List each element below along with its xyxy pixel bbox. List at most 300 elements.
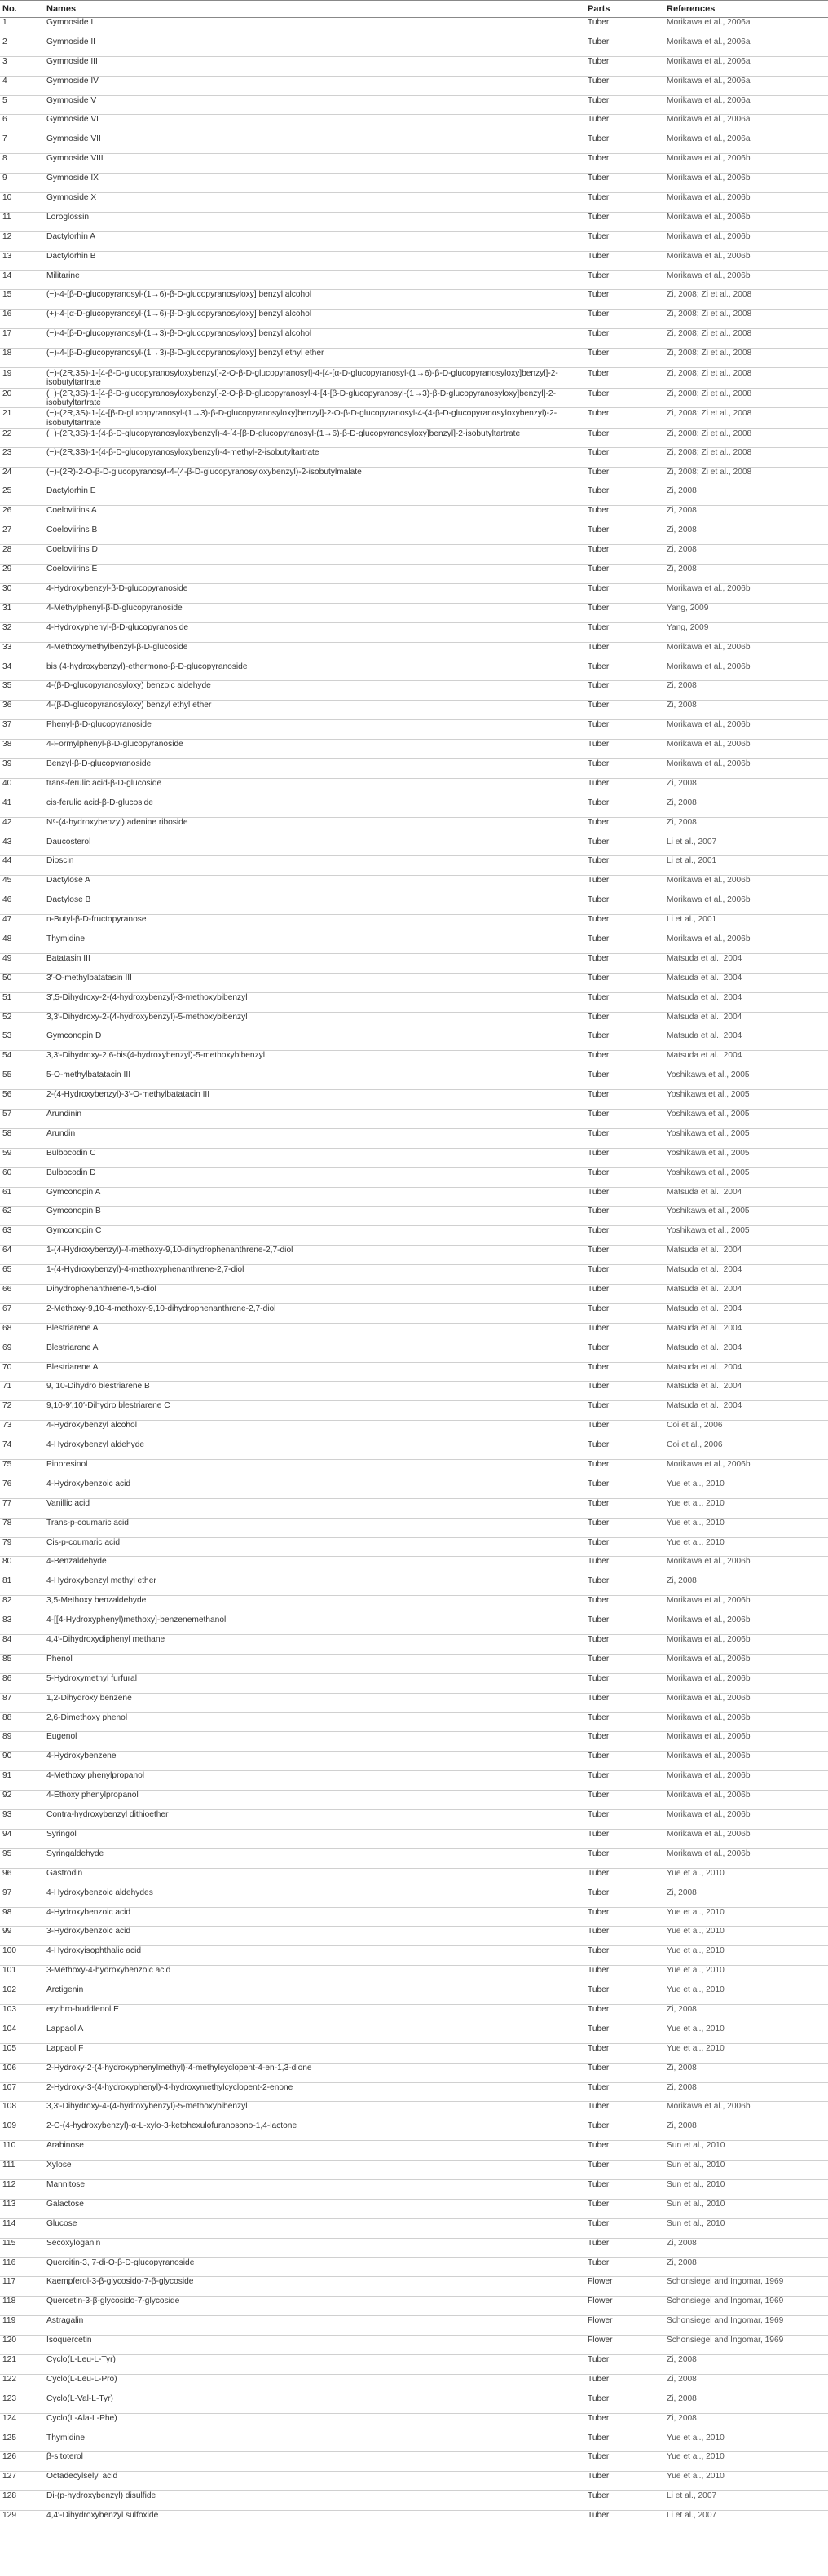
cell-no: 77	[0, 1498, 44, 1518]
cell-reference: Yue et al., 2010	[664, 1927, 828, 1946]
cell-no: 117	[0, 2277, 44, 2297]
cell-part: Tuber	[585, 2218, 664, 2238]
cell-part: Tuber	[585, 1303, 664, 1323]
table-row	[0, 2161, 828, 2180]
cell-name: Blestriarene A	[44, 1343, 585, 1362]
cell-reference: Zi, 2008	[664, 525, 828, 545]
table-row	[0, 2218, 828, 2238]
cell-no: 46	[0, 895, 44, 915]
cell-no: 1	[0, 18, 44, 37]
cell-name: (−)-(2R,3S)-1-(4-β-D-glucopyranosyloxybenzyl)-4-[4-[β-D-glucopyranosyl-(1→6)-β-D-glucopyranosyloxy]benzyl]-2-isobutyltartrate	[44, 428, 585, 447]
cell-part: Tuber	[585, 1848, 664, 1868]
table-row	[0, 622, 828, 642]
cell-name: 3,5-Methoxy benzaldehyde	[44, 1596, 585, 1615]
cell-name: (−)-4-[β-D-glucopyranosyl-(1→6)-β-D-glucopyranosyloxy] benzyl alcohol	[44, 290, 585, 310]
cell-no: 4	[0, 76, 44, 95]
table-row	[0, 2082, 828, 2102]
cell-reference: Morikawa et al., 2006b	[664, 895, 828, 915]
cell-no: 89	[0, 1732, 44, 1752]
cell-name: 2,6-Dimethoxy phenol	[44, 1712, 585, 1732]
cell-name: Gymnoside III	[44, 56, 585, 76]
cell-name: Kaempferol-3-β-glycosido-7-β-glycoside	[44, 2277, 585, 2297]
cell-reference: Zi, 2008	[664, 2121, 828, 2141]
cell-no: 104	[0, 2024, 44, 2043]
cell-no: 27	[0, 525, 44, 545]
cell-part: Tuber	[585, 270, 664, 290]
cell-reference: Morikawa et al., 2006b	[664, 1635, 828, 1655]
cell-name: 4-Methoxymethylbenzyl-β-D-glucoside	[44, 642, 585, 662]
cell-no: 114	[0, 2218, 44, 2238]
cell-no: 33	[0, 642, 44, 662]
cell-reference: Li et al., 2001	[664, 856, 828, 876]
cell-no: 105	[0, 2043, 44, 2063]
cell-part: Tuber	[585, 1868, 664, 1888]
cell-name: Coeloviirins D	[44, 545, 585, 565]
cell-part: Tuber	[585, 2102, 664, 2121]
cell-name: 3′-O-methylbatatasin III	[44, 973, 585, 992]
cell-part: Tuber	[585, 329, 664, 349]
table-row	[0, 174, 828, 193]
cell-no: 108	[0, 2102, 44, 2121]
cell-part: Tuber	[585, 915, 664, 934]
cell-reference: Yue et al., 2010	[664, 2433, 828, 2452]
cell-part: Tuber	[585, 2452, 664, 2472]
table-row	[0, 525, 828, 545]
cell-no: 93	[0, 1810, 44, 1830]
cell-reference: Yoshikawa et al., 2005	[664, 1128, 828, 1148]
cell-reference: Matsuda et al., 2004	[664, 1285, 828, 1304]
cell-name: Trans-p-coumaric acid	[44, 1518, 585, 1537]
cell-reference: Zi, 2008; Zi et al., 2008	[664, 310, 828, 329]
table-row	[0, 349, 828, 368]
cell-no: 26	[0, 506, 44, 525]
cell-no: 25	[0, 486, 44, 506]
cell-no: 14	[0, 270, 44, 290]
table-row	[0, 934, 828, 953]
cell-reference: Morikawa et al., 2006a	[664, 95, 828, 115]
cell-part: Tuber	[585, 1148, 664, 1167]
cell-no: 58	[0, 1128, 44, 1148]
cell-no: 48	[0, 934, 44, 953]
cell-name: 4-Hydroxybenzoic acid	[44, 1907, 585, 1927]
cell-part: Tuber	[585, 934, 664, 953]
cell-name: Coeloviirins E	[44, 565, 585, 584]
cell-name: trans-ferulic acid-β-D-glucoside	[44, 778, 585, 798]
cell-name: 4-Benzaldehyde	[44, 1557, 585, 1576]
cell-part: Tuber	[585, 1654, 664, 1673]
cell-no: 99	[0, 1927, 44, 1946]
cell-reference: Morikawa et al., 2006a	[664, 134, 828, 154]
cell-reference: Zi, 2008; Zi et al., 2008	[664, 467, 828, 486]
cell-no: 53	[0, 1031, 44, 1051]
cell-reference: Zi, 2008	[664, 545, 828, 565]
cell-name: 3-Hydroxybenzoic acid	[44, 1927, 585, 1946]
cell-no: 124	[0, 2413, 44, 2433]
table-row	[0, 2354, 828, 2374]
table-row	[0, 2238, 828, 2257]
cell-reference: Yue et al., 2010	[664, 2452, 828, 2472]
table-row	[0, 1848, 828, 1868]
table-row	[0, 2179, 828, 2199]
cell-part: Tuber	[585, 1927, 664, 1946]
cell-reference: Morikawa et al., 2006b	[664, 251, 828, 270]
cell-reference: Yue et al., 2010	[664, 1985, 828, 2005]
cell-name: (−)-(2R,3S)-1-(4-β-D-glucopyranosyloxybenzyl)-4-methyl-2-isobutyltartrate	[44, 447, 585, 467]
cell-part: Tuber	[585, 622, 664, 642]
cell-no: 55	[0, 1070, 44, 1090]
cell-part: Flower	[585, 2336, 664, 2355]
cell-no: 60	[0, 1167, 44, 1187]
cell-part: Tuber	[585, 681, 664, 701]
cell-name: Arctigenin	[44, 1985, 585, 2005]
table-row	[0, 642, 828, 662]
cell-name: Gymconopin D	[44, 1031, 585, 1051]
table-row	[0, 231, 828, 251]
table-row	[0, 778, 828, 798]
cell-reference: Yue et al., 2010	[664, 1907, 828, 1927]
cell-part: Tuber	[585, 2063, 664, 2082]
table-row	[0, 2374, 828, 2394]
table-row	[0, 251, 828, 270]
cell-part: Tuber	[585, 95, 664, 115]
cell-part: Tuber	[585, 2161, 664, 2180]
cell-part: Tuber	[585, 428, 664, 447]
cell-reference: Yoshikawa et al., 2005	[664, 1109, 828, 1128]
cell-name: (−)-(2R)-2-O-β-D-glucopyranosyl-4-(4-β-D-glucopyranosyloxybenzyl)-2-isobutylmalate	[44, 467, 585, 486]
table-row	[0, 1557, 828, 1576]
cell-part: Tuber	[585, 876, 664, 895]
cell-no: 82	[0, 1596, 44, 1615]
cell-no: 3	[0, 56, 44, 76]
cell-name: Vanillic acid	[44, 1498, 585, 1518]
cell-part: Tuber	[585, 2121, 664, 2141]
cell-part: Tuber	[585, 115, 664, 134]
cell-name: 4-Hydroxybenzyl-β-D-glucopyranoside	[44, 583, 585, 603]
cell-part: Tuber	[585, 1518, 664, 1537]
cell-no: 19	[0, 368, 44, 389]
cell-no: 35	[0, 681, 44, 701]
table-row	[0, 1031, 828, 1051]
cell-name: N⁶-(4-hydroxybenzyl) adenine riboside	[44, 817, 585, 837]
cell-name: (−)-(2R,3S)-1-[4-β-D-glucopyranosyloxybenzyl]-2-O-β-D-glucopyranosyl]-4-[4-[α-D-glucopyranosyl-(1→6)-β-D-glucopyranosyloxy]benzyl]-2-isobutyltartrate	[44, 368, 585, 389]
cell-name: 3,3′-Dihydroxy-4-(4-hydroxybenzyl)-5-methoxybibenzyl	[44, 2102, 585, 2121]
cell-reference: Yue et al., 2010	[664, 1479, 828, 1498]
table-row	[0, 2336, 828, 2355]
table-row	[0, 1226, 828, 1246]
cell-part: Tuber	[585, 349, 664, 368]
cell-no: 111	[0, 2161, 44, 2180]
cell-part: Tuber	[585, 2413, 664, 2433]
cell-part: Tuber	[585, 1888, 664, 1907]
cell-reference: Sun et al., 2010	[664, 2199, 828, 2218]
cell-no: 98	[0, 1907, 44, 1927]
cell-reference: Morikawa et al., 2006b	[664, 740, 828, 759]
cell-part: Tuber	[585, 2354, 664, 2374]
cell-no: 65	[0, 1265, 44, 1285]
cell-reference: Morikawa et al., 2006b	[664, 231, 828, 251]
cell-reference: Yue et al., 2010	[664, 2024, 828, 2043]
table-row	[0, 915, 828, 934]
cell-reference: Schonsiegel and Ingomar, 1969	[664, 2316, 828, 2336]
cell-no: 120	[0, 2336, 44, 2355]
table-row	[0, 2141, 828, 2161]
table-row	[0, 856, 828, 876]
cell-reference: Yang, 2009	[664, 622, 828, 642]
cell-name: Cyclo(L-Ala-L-Phe)	[44, 2413, 585, 2433]
cell-no: 24	[0, 467, 44, 486]
cell-no: 34	[0, 662, 44, 681]
cell-reference: Morikawa et al., 2006a	[664, 56, 828, 76]
cell-reference: Morikawa et al., 2006b	[664, 1848, 828, 1868]
table-row	[0, 973, 828, 992]
cell-reference: Zi, 2008	[664, 2063, 828, 2082]
cell-part: Tuber	[585, 1090, 664, 1110]
cell-reference: Morikawa et al., 2006b	[664, 642, 828, 662]
cell-reference: Yue et al., 2010	[664, 1966, 828, 1985]
cell-name: n-Butyl-β-D-fructopyranose	[44, 915, 585, 934]
table-row	[0, 1167, 828, 1187]
cell-no: 100	[0, 1946, 44, 1966]
cell-part: Tuber	[585, 1829, 664, 1848]
cell-part: Tuber	[585, 2024, 664, 2043]
cell-part: Tuber	[585, 1946, 664, 1966]
cell-reference: Zi, 2008; Zi et al., 2008	[664, 329, 828, 349]
cell-reference: Zi, 2008; Zi et al., 2008	[664, 368, 828, 389]
cell-no: 68	[0, 1323, 44, 1343]
cell-no: 42	[0, 817, 44, 837]
table-row	[0, 1265, 828, 1285]
cell-name: bis (4-hydroxybenzyl)-ethermono-β-D-glucopyranoside	[44, 662, 585, 681]
cell-name: 4-Hydroxybenzyl methyl ether	[44, 1576, 585, 1596]
cell-reference: Morikawa et al., 2006b	[664, 1712, 828, 1732]
cell-no: 92	[0, 1791, 44, 1810]
cell-name: Astragalin	[44, 2316, 585, 2336]
cell-name: Arabinose	[44, 2141, 585, 2161]
table-row	[0, 2277, 828, 2297]
cell-name: Eugenol	[44, 1732, 585, 1752]
cell-reference: Yue et al., 2010	[664, 1498, 828, 1518]
table-row	[0, 1207, 828, 1226]
cell-no: 129	[0, 2511, 44, 2530]
cell-no: 78	[0, 1518, 44, 1537]
table-row	[0, 1732, 828, 1752]
cell-part: Tuber	[585, 1576, 664, 1596]
cell-name: Loroglossin	[44, 212, 585, 231]
table-row	[0, 2024, 828, 2043]
cell-reference: Yoshikawa et al., 2005	[664, 1167, 828, 1187]
cell-reference: Morikawa et al., 2006b	[664, 1752, 828, 1771]
cell-name: Gymnoside VIII	[44, 154, 585, 174]
cell-no: 23	[0, 447, 44, 467]
cell-part: Tuber	[585, 76, 664, 95]
cell-name: Mannitose	[44, 2179, 585, 2199]
cell-no: 121	[0, 2354, 44, 2374]
cell-name: 4-Methoxy phenylpropanol	[44, 1771, 585, 1791]
cell-name: Benzyl-β-D-glucopyranoside	[44, 758, 585, 778]
cell-part: Tuber	[585, 1907, 664, 1927]
cell-part: Tuber	[585, 1246, 664, 1265]
cell-no: 29	[0, 565, 44, 584]
cell-reference: Morikawa et al., 2006b	[664, 876, 828, 895]
cell-no: 62	[0, 1207, 44, 1226]
cell-part: Tuber	[585, 720, 664, 740]
cell-part: Tuber	[585, 1712, 664, 1732]
table-row	[0, 992, 828, 1012]
cell-reference: Morikawa et al., 2006b	[664, 1460, 828, 1479]
table-row	[0, 545, 828, 565]
cell-part: Tuber	[585, 1051, 664, 1070]
cell-name: Dactylose B	[44, 895, 585, 915]
cell-part: Tuber	[585, 2511, 664, 2530]
table-row	[0, 1985, 828, 2005]
cell-no: 73	[0, 1421, 44, 1440]
table-row	[0, 565, 828, 584]
table-row	[0, 310, 828, 329]
cell-name: Bulbocodin C	[44, 1148, 585, 1167]
cell-no: 28	[0, 545, 44, 565]
cell-reference: Morikawa et al., 2006a	[664, 115, 828, 134]
table-row	[0, 1246, 828, 1265]
cell-name: Gymnoside V	[44, 95, 585, 115]
cell-name: Cyclo(L-Leu-L-Tyr)	[44, 2354, 585, 2374]
cell-reference: Zi, 2008	[664, 1888, 828, 1907]
cell-part: Tuber	[585, 447, 664, 467]
cell-part: Tuber	[585, 467, 664, 486]
cell-name: Daucosterol	[44, 837, 585, 856]
cell-part: Tuber	[585, 2472, 664, 2491]
cell-no: 30	[0, 583, 44, 603]
cell-part: Tuber	[585, 1693, 664, 1712]
cell-no: 49	[0, 953, 44, 973]
cell-part: Tuber	[585, 2257, 664, 2277]
cell-name: Secoxyloganin	[44, 2238, 585, 2257]
cell-name: 4-Formylphenyl-β-D-glucopyranoside	[44, 740, 585, 759]
cell-reference: Sun et al., 2010	[664, 2141, 828, 2161]
cell-no: 83	[0, 1615, 44, 1635]
cell-name: 4-Hydroxybenzene	[44, 1752, 585, 1771]
cell-part: Tuber	[585, 1401, 664, 1421]
cell-part: Tuber	[585, 1440, 664, 1460]
cell-no: 16	[0, 310, 44, 329]
cell-reference: Morikawa et al., 2006b	[664, 1596, 828, 1615]
cell-name: Dactylorhin A	[44, 231, 585, 251]
cell-name: Quercitin-3, 7-di-O-β-D-glucopyranoside	[44, 2257, 585, 2277]
table-row	[0, 2199, 828, 2218]
cell-no: 118	[0, 2297, 44, 2316]
cell-no: 72	[0, 1401, 44, 1421]
cell-part: Tuber	[585, 525, 664, 545]
cell-no: 96	[0, 1868, 44, 1888]
cell-name: 3-Methoxy-4-hydroxybenzoic acid	[44, 1966, 585, 1985]
cell-no: 110	[0, 2141, 44, 2161]
table-row	[0, 1498, 828, 1518]
cell-part: Tuber	[585, 1012, 664, 1031]
cell-no: 63	[0, 1226, 44, 1246]
cell-name: Lappaol F	[44, 2043, 585, 2063]
cell-reference: Morikawa et al., 2006b	[664, 720, 828, 740]
cell-reference: Zi, 2008; Zi et al., 2008	[664, 290, 828, 310]
cell-name: Isoquercetin	[44, 2336, 585, 2355]
table-row	[0, 2004, 828, 2024]
cell-name: Gastrodin	[44, 1868, 585, 1888]
cell-no: 128	[0, 2491, 44, 2511]
cell-part: Tuber	[585, 56, 664, 76]
cell-reference: Zi, 2008	[664, 565, 828, 584]
table-row	[0, 1090, 828, 1110]
cell-name: 5-O-methylbatatacin III	[44, 1070, 585, 1090]
cell-name: 4-Hydroxyphenyl-β-D-glucopyranoside	[44, 622, 585, 642]
cell-no: 85	[0, 1654, 44, 1673]
table-row	[0, 270, 828, 290]
cell-part: Tuber	[585, 2043, 664, 2063]
cell-reference: Li et al., 2001	[664, 915, 828, 934]
table-row	[0, 2316, 828, 2336]
table-row	[0, 1946, 828, 1966]
table-row	[0, 681, 828, 701]
cell-name: 3,3′-Dihydroxy-2,6-bis(4-hydroxybenzyl)-5-methoxybibenzyl	[44, 1051, 585, 1070]
cell-name: Gymconopin B	[44, 1207, 585, 1226]
cell-reference: Morikawa et al., 2006b	[664, 758, 828, 778]
cell-part: Tuber	[585, 1187, 664, 1207]
cell-reference: Yoshikawa et al., 2005	[664, 1090, 828, 1110]
cell-no: 87	[0, 1693, 44, 1712]
cell-part: Tuber	[585, 837, 664, 856]
cell-reference: Matsuda et al., 2004	[664, 1401, 828, 1421]
cell-reference: Zi, 2008	[664, 2374, 828, 2394]
cell-name: 1-(4-Hydroxybenzyl)-4-methoxyphenanthrene-2,7-diol	[44, 1265, 585, 1285]
cell-reference: Zi, 2008	[664, 817, 828, 837]
cell-part: Tuber	[585, 973, 664, 992]
cell-reference: Matsuda et al., 2004	[664, 1031, 828, 1051]
cell-part: Tuber	[585, 486, 664, 506]
cell-part: Tuber	[585, 642, 664, 662]
cell-name: 3,3′-Dihydroxy-2-(4-hydroxybenzyl)-5-methoxybibenzyl	[44, 1012, 585, 1031]
cell-no: 7	[0, 134, 44, 154]
cell-name: Quercetin-3-β-glycosido-7-glycoside	[44, 2297, 585, 2316]
cell-reference: Zi, 2008	[664, 2354, 828, 2374]
cell-reference: Zi, 2008	[664, 2238, 828, 2257]
cell-part: Tuber	[585, 2199, 664, 2218]
cell-part: Tuber	[585, 2491, 664, 2511]
table-row	[0, 1187, 828, 1207]
cell-reference: Matsuda et al., 2004	[664, 1051, 828, 1070]
table-row	[0, 1829, 828, 1848]
cell-part: Tuber	[585, 1285, 664, 1304]
cell-name: 2-Hydroxy-3-(4-hydroxyphenyl)-4-hydroxymethylcyclopent-2-enone	[44, 2082, 585, 2102]
cell-reference: Coi et al., 2006	[664, 1421, 828, 1440]
cell-no: 122	[0, 2374, 44, 2394]
table-row	[0, 1693, 828, 1712]
cell-no: 50	[0, 973, 44, 992]
cell-no: 113	[0, 2199, 44, 2218]
cell-part: Tuber	[585, 565, 664, 584]
table-row	[0, 1343, 828, 1362]
cell-name: Dactylorhin B	[44, 251, 585, 270]
cell-part: Tuber	[585, 193, 664, 213]
cell-no: 67	[0, 1303, 44, 1323]
cell-name: Lappaol A	[44, 2024, 585, 2043]
cell-part: Tuber	[585, 2082, 664, 2102]
cell-part: Tuber	[585, 1498, 664, 1518]
cell-reference: Zi, 2008	[664, 1576, 828, 1596]
cell-reference: Morikawa et al., 2006b	[664, 1673, 828, 1693]
cell-name: cis-ferulic acid-β-D-glucoside	[44, 798, 585, 817]
cell-no: 101	[0, 1966, 44, 1985]
cell-no: 97	[0, 1888, 44, 1907]
cell-reference: Li et al., 2007	[664, 837, 828, 856]
cell-name: 4-(β-D-glucopyranosyloxy) benzoic aldehyde	[44, 681, 585, 701]
cell-no: 51	[0, 992, 44, 1012]
